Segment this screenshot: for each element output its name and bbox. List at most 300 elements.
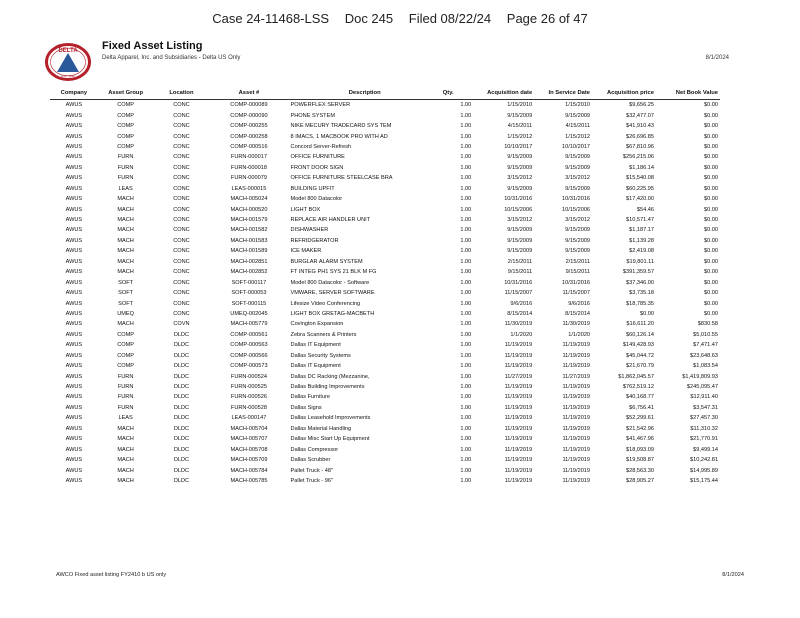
cell-description: PHONE SYSTEM [290, 112, 335, 119]
cell-acquisition-date: 1/1/2020 [510, 331, 533, 338]
table-row [50, 121, 720, 131]
cell-qty: 1.00 [460, 290, 472, 297]
cell-description: ICE MAKER [290, 248, 322, 255]
cell-net-book-value: $15,175.44 [690, 477, 718, 484]
table-row [50, 131, 720, 141]
cell-qty: 1.00 [460, 300, 472, 307]
cell-description: Lifesize Video Conferencing [290, 300, 361, 307]
cell-in-service-date: 1/15/2012 [565, 133, 591, 140]
cell-acquisition-price: $0.00 [640, 310, 654, 317]
col-asset-number: Asset # [209, 86, 288, 100]
cell-in-service-date: 1/1/2020 [568, 331, 591, 338]
cell-location: CONC [173, 300, 190, 307]
cell-qty: 1.00 [460, 384, 472, 391]
cell-asset-group: FURN [117, 154, 134, 161]
cell-acquisition-price: $18,093.09 [626, 446, 654, 453]
cell-acquisition-price: $28,563.30 [626, 467, 654, 474]
cell-asset-group: MACH [117, 206, 134, 213]
cell-company: AWUS [65, 384, 83, 391]
cell-asset-group: FURN [117, 175, 134, 182]
cell-acquisition-price: $19,508.87 [626, 457, 654, 464]
cell-asset-group: MACH [117, 467, 134, 474]
cell-description: Covington Expansion [290, 321, 344, 328]
cell-company: AWUS [65, 196, 83, 203]
cell-acquisition-price: $21,670.79 [626, 363, 654, 370]
cell-net-book-value: $10,242.81 [690, 457, 718, 464]
cell-company: AWUS [65, 227, 83, 234]
cell-description: Dallas IT Equipment [290, 363, 341, 370]
cell-acquisition-date: 8/15/2014 [507, 310, 533, 317]
cell-in-service-date: 10/15/2006 [562, 206, 591, 213]
cell-description: 8 IMACS, 1 MACBOOK PRO WITH AD [290, 133, 388, 140]
cell-acquisition-date: 10/31/2016 [504, 196, 533, 203]
cell-qty: 1.00 [460, 185, 472, 192]
cell-acquisition-date: 11/15/2007 [504, 290, 533, 297]
cell-description: Pallet Truck - 48" [290, 467, 333, 474]
cell-location: CONC [173, 112, 190, 119]
cell-acquisition-price: $18,785.35 [626, 300, 654, 307]
cell-acquisition-price: $10,571.47 [626, 217, 654, 224]
cell-location: CONC [173, 248, 190, 255]
cell-asset-number: FURN-000079 [230, 175, 267, 182]
table-row [50, 225, 720, 235]
report-subtitle: Delta Apparel, Inc. and Subsidiaries - Delta US Only [102, 55, 241, 61]
cell-qty: 1.00 [460, 477, 472, 484]
cell-acquisition-date: 9/15/2009 [507, 237, 533, 244]
cell-location: CONC [173, 143, 190, 150]
cell-location: CONC [173, 206, 190, 213]
cell-company: AWUS [65, 237, 83, 244]
cell-in-service-date: 11/19/2019 [562, 342, 591, 349]
cell-acquisition-price: $16,611.20 [626, 321, 654, 328]
table-row [50, 142, 720, 152]
cell-net-book-value: $245,095.47 [686, 384, 718, 391]
table-row [50, 298, 720, 308]
table-row [50, 194, 720, 204]
cell-acquisition-date: 9/15/2011 [507, 269, 533, 276]
cell-acquisition-date: 1/15/2012 [507, 133, 533, 140]
table-row [50, 267, 720, 277]
cell-acquisition-date: 9/15/2009 [507, 164, 533, 171]
cell-company: AWUS [65, 342, 83, 349]
cell-company: AWUS [65, 467, 83, 474]
table-row [50, 382, 720, 392]
cell-acquisition-price: $19,801.11 [626, 258, 654, 265]
cell-asset-group: MACH [117, 425, 134, 432]
cell-asset-group: LEAS [118, 185, 133, 192]
cell-company: AWUS [65, 363, 83, 370]
cell-location: DLDC [173, 467, 190, 474]
cell-acquisition-date: 11/19/2019 [504, 425, 533, 432]
cell-acquisition-date: 4/15/2011 [507, 123, 533, 130]
cell-description: FT INTEG PH1 SYS 21 BLK M FG [290, 269, 377, 276]
cell-location: CONC [173, 310, 190, 317]
table-row [50, 371, 720, 381]
cell-description: Dallas Material Handling [290, 425, 352, 432]
cell-net-book-value: $9,499.14 [693, 446, 718, 453]
cell-in-service-date: 8/15/2014 [565, 310, 591, 317]
cell-asset-group: COMP [117, 133, 134, 140]
cell-in-service-date: 10/10/2017 [562, 143, 591, 150]
cell-asset-number: COMP-000255 [230, 123, 268, 130]
cell-net-book-value: $0.00 [704, 102, 718, 109]
cell-qty: 1.00 [460, 425, 472, 432]
table-row [50, 465, 720, 475]
cell-description: DISHWASHER [290, 227, 329, 234]
cell-net-book-value: $1,083.54 [693, 363, 718, 370]
cell-acquisition-date: 11/19/2019 [504, 394, 533, 401]
cell-description: FRONT DOOR SIGN [290, 164, 344, 171]
cell-company: AWUS [65, 164, 83, 171]
cell-acquisition-price: $1,186.14 [629, 164, 654, 171]
table-row [50, 236, 720, 246]
case-number: Case 24-11468-LSS [212, 11, 330, 26]
cell-asset-group: MACH [117, 196, 134, 203]
cell-acquisition-price: $45,044.72 [626, 352, 654, 359]
cell-in-service-date: 9/15/2009 [565, 112, 591, 119]
cell-description: BURGLAR ALARM SYSTEM [290, 258, 363, 265]
cell-company: AWUS [65, 258, 83, 265]
cell-asset-number: FURN-000524 [230, 373, 267, 380]
cell-description: Model 800 Datacolor [290, 196, 343, 203]
cell-description: NIKE MECURY TRADECARD SYS TEM [290, 123, 392, 130]
cell-acquisition-date: 10/15/2006 [504, 206, 533, 213]
cell-asset-group: COMP [117, 143, 134, 150]
cell-in-service-date: 9/15/2009 [565, 164, 591, 171]
cell-acquisition-date: 11/30/2019 [504, 321, 533, 328]
cell-qty: 1.00 [460, 154, 472, 161]
cell-asset-group: FURN [117, 394, 134, 401]
cell-asset-group: MACH [117, 321, 134, 328]
cell-description: REFRIDGERATOR [290, 237, 339, 244]
cell-acquisition-date: 11/19/2019 [504, 363, 533, 370]
table-row [50, 444, 720, 454]
cell-asset-number: SOFT-000053 [231, 290, 267, 297]
cell-in-service-date: 9/15/2009 [565, 185, 591, 192]
cell-company: AWUS [65, 415, 83, 422]
cell-in-service-date: 11/15/2007 [562, 290, 591, 297]
cell-acquisition-price: $17,420.00 [626, 196, 654, 203]
cell-qty: 1.00 [460, 310, 472, 317]
cell-asset-number: SOFT-000115 [231, 300, 267, 307]
case-header [0, 11, 800, 26]
cell-qty: 1.00 [460, 248, 472, 255]
cell-company: AWUS [65, 425, 83, 432]
cell-in-service-date: 3/15/2012 [565, 175, 591, 182]
cell-acquisition-date: 11/19/2019 [504, 467, 533, 474]
cell-asset-group: LEAS [118, 415, 133, 422]
cell-location: DLDC [173, 415, 190, 422]
cell-asset-number: UMEQ-002045 [230, 310, 268, 317]
cell-asset-number: MACH-005709 [230, 457, 268, 464]
cell-acquisition-date: 11/19/2019 [504, 446, 533, 453]
cell-in-service-date: 10/31/2016 [562, 279, 591, 286]
report-title: Fixed Asset Listing [102, 40, 203, 52]
cell-location: DLDC [173, 457, 190, 464]
cell-description: Zebra Scanners & Printers [290, 331, 357, 338]
cell-asset-number: MACH-005785 [230, 477, 268, 484]
cell-net-book-value: $0.00 [704, 123, 718, 130]
cell-asset-number: COMP-000566 [230, 352, 268, 359]
cell-location: CONC [173, 175, 190, 182]
cell-in-service-date: 2/15/2011 [565, 258, 591, 265]
cell-asset-group: COMP [117, 363, 134, 370]
cell-acquisition-date: 11/19/2019 [504, 342, 533, 349]
cell-company: AWUS [65, 373, 83, 380]
filed-date: Filed 08/22/24 [408, 11, 492, 26]
cell-acquisition-price: $52,299.61 [626, 415, 654, 422]
cell-asset-number: MACH-001582 [230, 227, 268, 234]
table-header-row [50, 86, 720, 100]
cell-location: DLDC [173, 342, 190, 349]
cell-company: AWUS [65, 321, 83, 328]
cell-net-book-value: $830.58 [697, 321, 718, 328]
cell-company: AWUS [65, 279, 83, 286]
cell-acquisition-date: 10/31/2016 [504, 279, 533, 286]
cell-location: CONC [173, 217, 190, 224]
cell-net-book-value: $0.00 [704, 196, 718, 203]
cell-net-book-value: $1,419,809.93 [682, 373, 718, 380]
cell-location: CONC [173, 279, 190, 286]
cell-description: Dallas Building Improvements [290, 384, 365, 391]
table-row [50, 257, 720, 267]
col-acquisition-price: Acquisition price [592, 86, 656, 100]
cell-qty: 1.00 [460, 102, 472, 109]
cell-asset-group: MACH [117, 436, 134, 443]
cell-company: AWUS [65, 331, 83, 338]
cell-acquisition-price: $60,225.95 [626, 185, 654, 192]
cell-asset-group: FURN [117, 373, 134, 380]
cell-asset-number: MACH-002851 [230, 258, 268, 265]
cell-qty: 1.00 [460, 363, 472, 370]
cell-location: CONC [173, 258, 190, 265]
cell-location: DLDC [173, 384, 190, 391]
cell-qty: 1.00 [460, 258, 472, 265]
cell-location: CONC [173, 164, 190, 171]
cell-location: DLDC [173, 436, 190, 443]
table-row [50, 288, 720, 298]
cell-asset-number: MACH-005784 [230, 467, 268, 474]
cell-location: CONC [173, 269, 190, 276]
cell-net-book-value: $0.00 [704, 258, 718, 265]
cell-asset-group: MACH [117, 217, 134, 224]
cell-in-service-date: 11/19/2019 [562, 404, 591, 411]
cell-asset-group: MACH [117, 446, 134, 453]
cell-acquisition-price: $391,359.57 [622, 269, 654, 276]
cell-description: Dallas Signs [290, 404, 322, 411]
cell-qty: 1.00 [460, 227, 472, 234]
cell-acquisition-price: $1,139.28 [629, 237, 654, 244]
cell-asset-group: MACH [117, 477, 134, 484]
cell-in-service-date: 11/19/2019 [562, 467, 591, 474]
cell-acquisition-price: $1,862,045.57 [618, 373, 654, 380]
cell-qty: 1.00 [460, 394, 472, 401]
cell-in-service-date: 11/19/2019 [562, 384, 591, 391]
cell-net-book-value: $12,911.40 [690, 394, 718, 401]
cell-in-service-date: 9/15/2011 [565, 269, 591, 276]
cell-acquisition-date: 2/15/2011 [507, 258, 533, 265]
cell-acquisition-price: $2,419.08 [629, 248, 654, 255]
cell-location: CONC [173, 237, 190, 244]
cell-location: DLDC [173, 425, 190, 432]
cell-company: AWUS [65, 290, 83, 297]
table-row [50, 455, 720, 465]
cell-in-service-date: 11/19/2019 [562, 457, 591, 464]
cell-acquisition-date: 11/19/2019 [504, 352, 533, 359]
cell-description: VMWARE, SERVER SOFTWARE [290, 290, 375, 297]
cell-company: AWUS [65, 143, 83, 150]
cell-qty: 1.00 [460, 123, 472, 130]
cell-net-book-value: $0.00 [704, 248, 718, 255]
cell-location: DLDC [173, 373, 190, 380]
cell-acquisition-date: 11/19/2019 [504, 415, 533, 422]
footer-filename: AWCO Fixed asset listing FY2410 b US only [56, 572, 167, 578]
cell-in-service-date: 4/15/2011 [565, 123, 591, 130]
col-in-service-date: In Service Date [534, 86, 592, 100]
col-asset-group: Asset Group [98, 86, 154, 100]
cell-acquisition-date: 10/10/2017 [504, 143, 533, 150]
cell-acquisition-price: $6,756.41 [629, 404, 654, 411]
cell-in-service-date: 1/15/2010 [565, 102, 591, 109]
table-row [50, 340, 720, 350]
cell-company: AWUS [65, 154, 83, 161]
cell-location: CONC [173, 290, 190, 297]
table-row [50, 434, 720, 444]
cell-asset-number: COMP-000516 [230, 143, 268, 150]
table-row [50, 184, 720, 194]
cell-qty: 1.00 [460, 217, 472, 224]
cell-net-book-value: $21,770.91 [690, 436, 718, 443]
cell-acquisition-date: 9/15/2009 [507, 248, 533, 255]
cell-description: POWERFLEX SERVER [290, 102, 351, 109]
cell-asset-number: FURN-000528 [230, 404, 267, 411]
cell-net-book-value: $0.00 [704, 112, 718, 119]
cell-qty: 1.00 [460, 415, 472, 422]
cell-asset-number: MACH-005704 [230, 425, 268, 432]
col-description: Description [289, 86, 441, 100]
doc-number: Doc 245 [344, 11, 394, 26]
cell-description: Pallet Truck - 96" [290, 477, 333, 484]
cell-net-book-value: $0.00 [704, 237, 718, 244]
cell-acquisition-date: 9/15/2009 [507, 185, 533, 192]
cell-qty: 1.00 [460, 446, 472, 453]
cell-asset-number: MACH-002852 [230, 269, 268, 276]
cell-qty: 1.00 [460, 404, 472, 411]
cell-acquisition-date: 9/15/2009 [507, 154, 533, 161]
cell-location: CONC [173, 123, 190, 130]
cell-asset-group: COMP [117, 331, 134, 338]
report-date: 8/1/2024 [705, 55, 729, 61]
table-row [50, 152, 720, 162]
cell-company: AWUS [65, 394, 83, 401]
cell-description: Dallas Leasehold Improvements [290, 415, 371, 422]
cell-location: CONC [173, 227, 190, 234]
cell-acquisition-price: $40,168.77 [626, 394, 654, 401]
table-row [50, 424, 720, 434]
cell-acquisition-price: $54.46 [636, 206, 654, 213]
cell-in-service-date: 9/15/2009 [565, 248, 591, 255]
col-net-book-value: Net Book Value [656, 86, 720, 100]
table-row [50, 173, 720, 183]
cell-description: LIGHT BOX GRETAG-MACBETH [290, 310, 375, 317]
cell-net-book-value: $0.00 [704, 310, 718, 317]
cell-net-book-value: $0.00 [704, 279, 718, 286]
cell-in-service-date: 9/15/2009 [565, 227, 591, 234]
cell-qty: 1.00 [460, 342, 472, 349]
table-row [50, 204, 720, 214]
cell-acquisition-price: $3,735.18 [629, 290, 654, 297]
cell-description: Dallas Security Systems [290, 352, 351, 359]
cell-in-service-date: 11/30/2019 [562, 321, 591, 328]
cell-location: DLDC [173, 352, 190, 359]
cell-acquisition-price: $32,477.07 [626, 112, 654, 119]
cell-in-service-date: 9/6/2016 [568, 300, 591, 307]
cell-net-book-value: $0.00 [704, 227, 718, 234]
cell-acquisition-date: 9/6/2016 [510, 300, 533, 307]
cell-asset-group: MACH [117, 457, 134, 464]
cell-asset-group: COMP [117, 102, 134, 109]
cell-company: AWUS [65, 310, 83, 317]
cell-description: BUILDING UPFIT [290, 185, 335, 192]
cell-asset-number: COMP-000561 [230, 331, 268, 338]
cell-acquisition-date: 9/15/2009 [507, 112, 533, 119]
col-qty: Qty. [441, 86, 473, 100]
cell-asset-group: COMP [117, 352, 134, 359]
cell-description: Concord Server-Refresh [290, 143, 352, 150]
table-row [50, 361, 720, 371]
cell-in-service-date: 10/31/2016 [562, 196, 591, 203]
cell-location: DLDC [173, 404, 190, 411]
cell-qty: 1.00 [460, 175, 472, 182]
cell-acquisition-price: $26,696.85 [626, 133, 654, 140]
cell-location: DLDC [173, 394, 190, 401]
cell-net-book-value: $3,547.31 [693, 404, 718, 411]
cell-acquisition-price: $1,187.17 [629, 227, 654, 234]
cell-acquisition-price: $41,467.96 [626, 436, 654, 443]
cell-net-book-value: $11,310.32 [690, 425, 718, 432]
cell-acquisition-price: $762,519.12 [622, 384, 654, 391]
cell-company: AWUS [65, 477, 83, 484]
cell-company: AWUS [65, 175, 83, 182]
table-row [50, 110, 720, 120]
cell-location: DLDC [173, 363, 190, 370]
table-row [50, 476, 720, 486]
cell-company: AWUS [65, 248, 83, 255]
cell-description: Dallas IT Equipment [290, 342, 341, 349]
cell-asset-number: COMP-000089 [230, 102, 268, 109]
col-acquisition-date: Acquisition date [473, 86, 534, 100]
cell-asset-number: MACH-001583 [230, 237, 268, 244]
cell-company: AWUS [65, 457, 83, 464]
cell-qty: 1.00 [460, 164, 472, 171]
cell-asset-number: MACH-005708 [230, 446, 268, 453]
cell-net-book-value: $0.00 [704, 217, 718, 224]
cell-description: OFFICE FURNITURE STEELCASE BRA [290, 175, 393, 182]
cell-qty: 1.00 [460, 112, 472, 119]
cell-company: AWUS [65, 404, 83, 411]
cell-in-service-date: 9/15/2009 [565, 237, 591, 244]
cell-asset-number: MACH-005707 [230, 436, 268, 443]
cell-net-book-value: $23,648.63 [690, 352, 718, 359]
cell-net-book-value: $0.00 [704, 269, 718, 276]
cell-location: CONC [173, 102, 190, 109]
cell-asset-number: FURN-000018 [230, 164, 267, 171]
table-row [50, 100, 720, 111]
cell-location: CONC [173, 154, 190, 161]
cell-location: CONC [173, 133, 190, 140]
table-row [50, 351, 720, 361]
cell-qty: 1.00 [460, 352, 472, 359]
